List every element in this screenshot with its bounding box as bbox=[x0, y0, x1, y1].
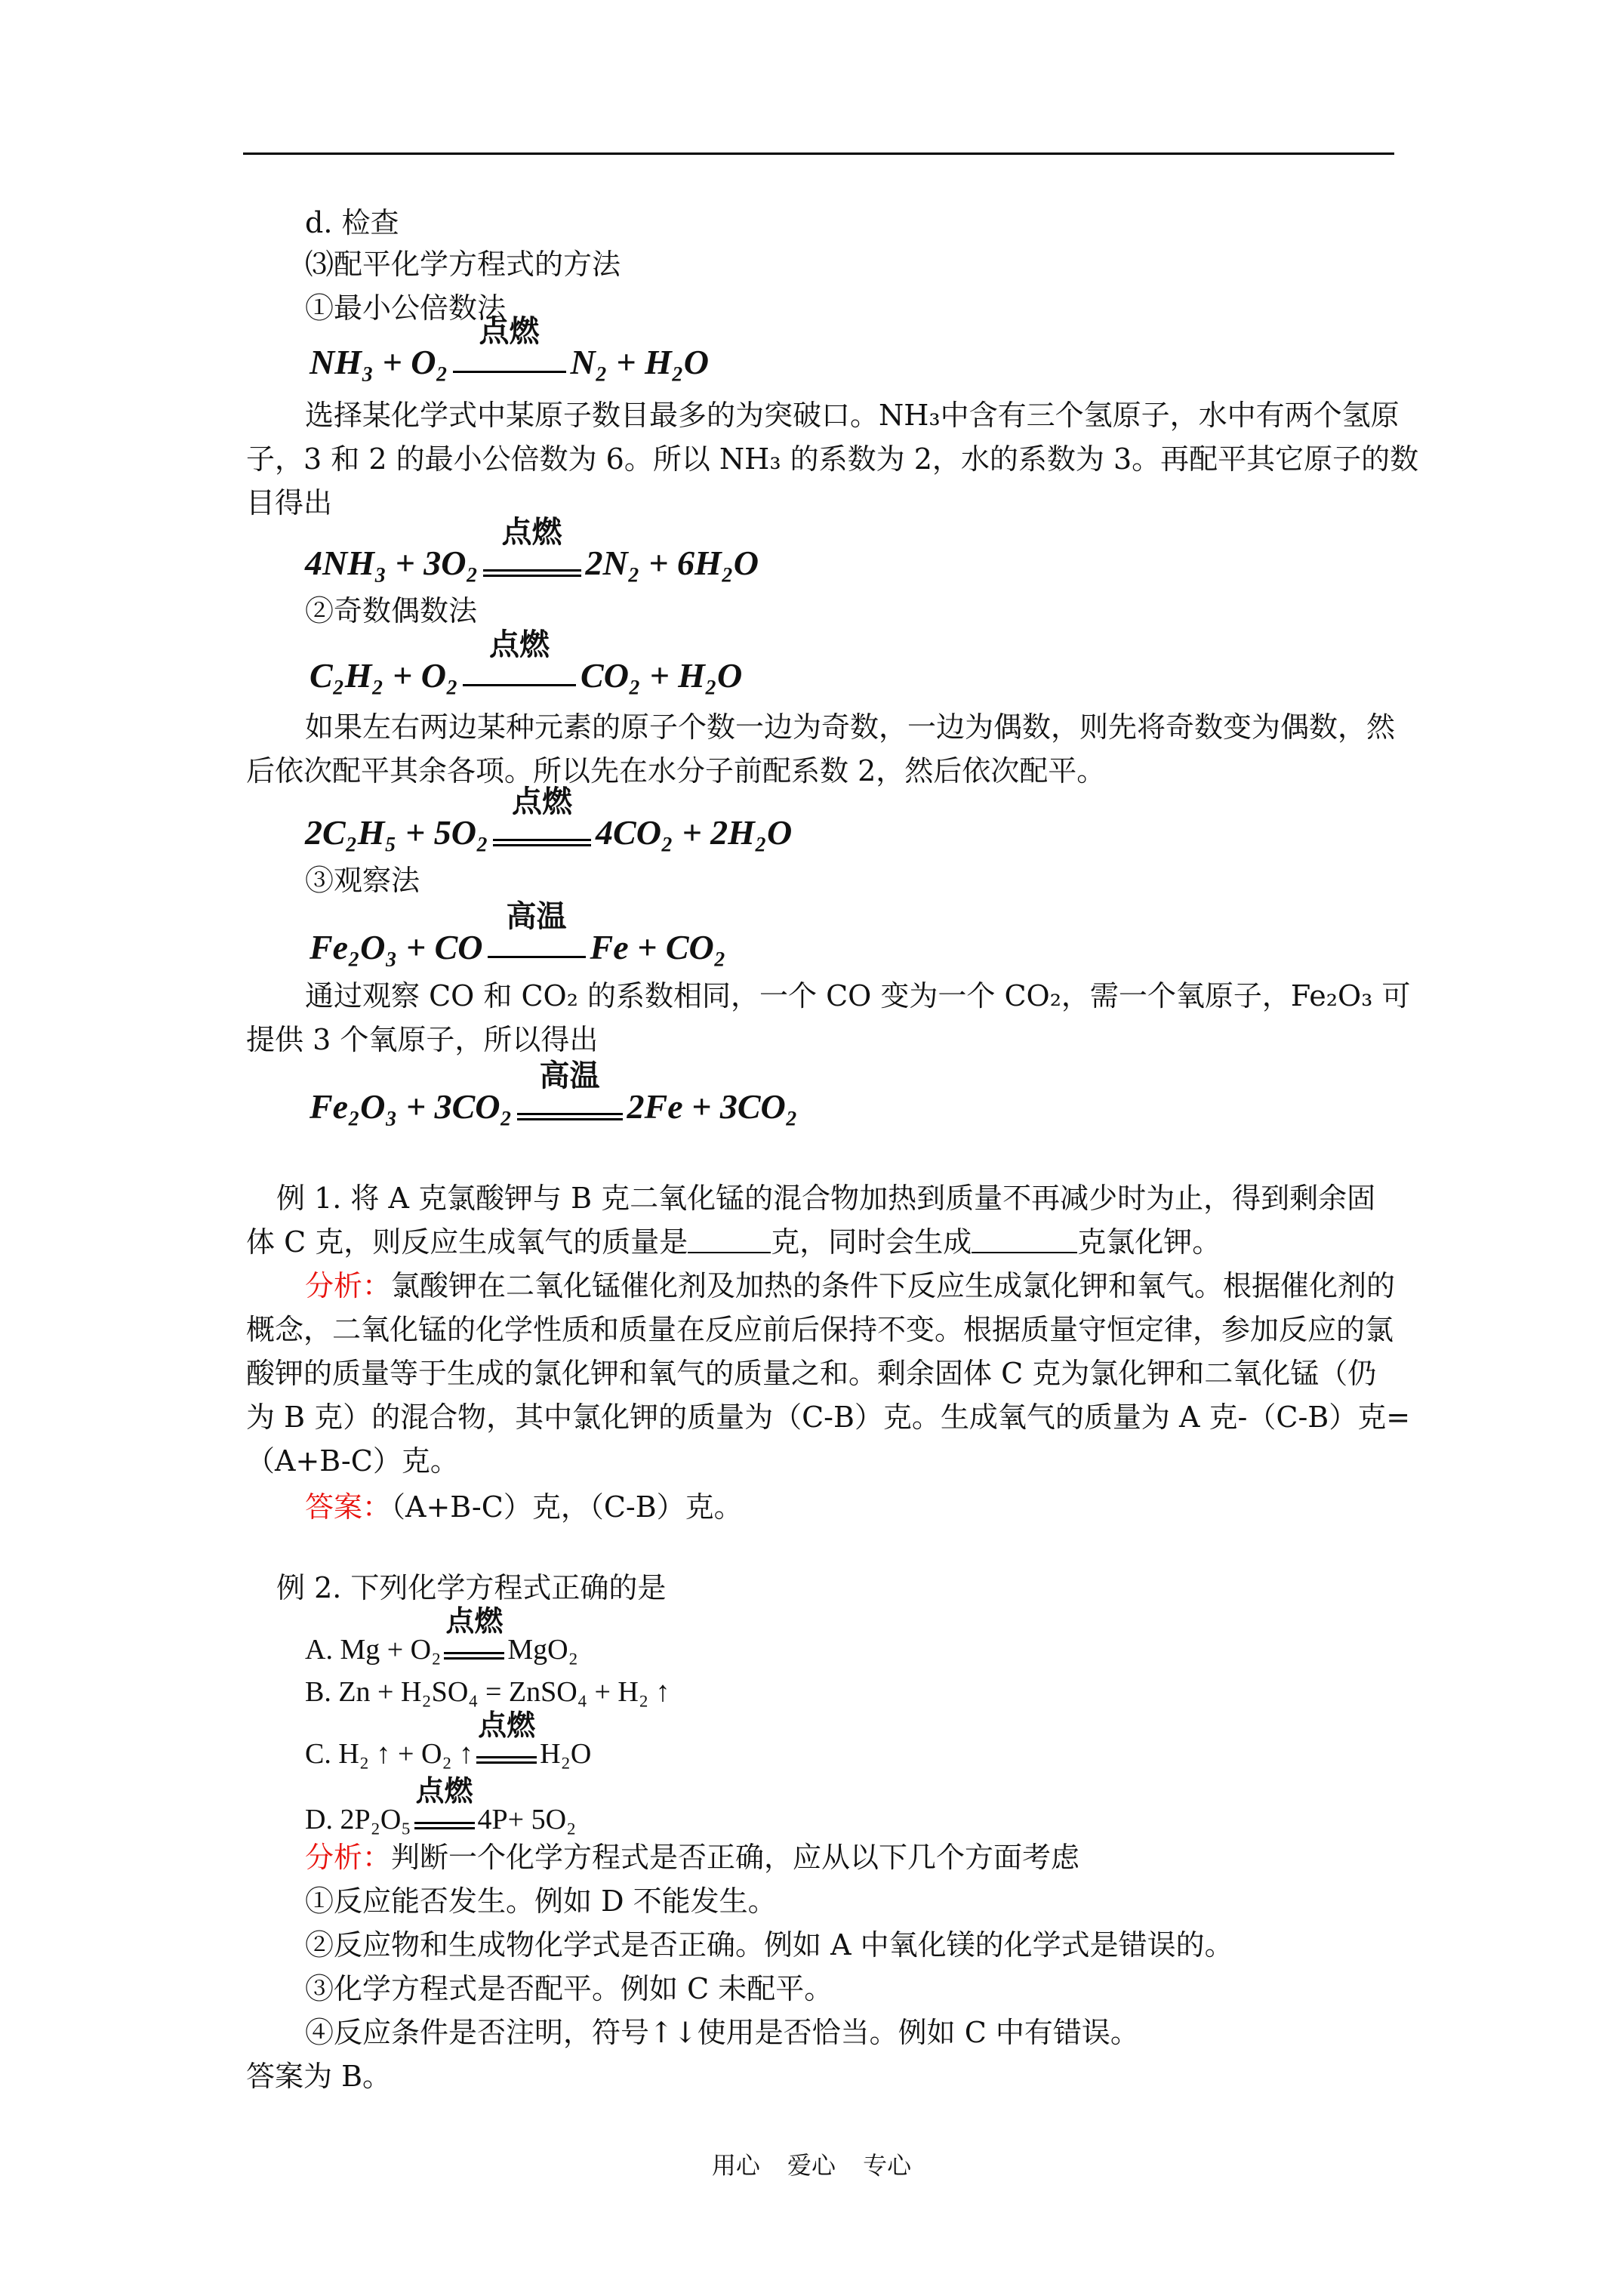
analysis-label: 分析： bbox=[305, 1269, 392, 1302]
equation-left: 2C₂H₅ + 5O₂ bbox=[305, 813, 489, 852]
option-d: D. 2P₂O₅ 点燃 4P+ 5O₂ bbox=[305, 1774, 577, 1835]
equation-5 bbox=[310, 899, 726, 969]
analysis-point: ③化学方程式是否配平。例如 C 未配平。 bbox=[305, 1972, 833, 2005]
example-1-question: 例 1. 将 A 克氯酸钾与 B 克二氧化锰的混合物加热到质量不再减少时为止，得到剩余固 bbox=[276, 1182, 1376, 1215]
equation-1 bbox=[310, 314, 710, 384]
subsection-title: ①最小公倍数法 bbox=[305, 291, 507, 325]
equation-2 bbox=[305, 515, 759, 584]
equation-right: 4CO₂ + 2H₂O bbox=[596, 813, 793, 852]
equation-4 bbox=[305, 784, 793, 854]
equation-left: Fe₂O₃ + CO bbox=[310, 928, 483, 966]
text-line: d. 检查 bbox=[305, 206, 399, 239]
analysis-line: 分析：氯酸钾在二氧化锰催化剂及加热的条件下反应生成氯化钾和氧气。根据催化剂的 bbox=[305, 1269, 1396, 1302]
reaction-condition: 高温 bbox=[517, 1086, 623, 1128]
header-rule bbox=[243, 153, 1394, 155]
paragraph-line: 提供 3 个氧原子，所以得出 bbox=[246, 1023, 599, 1056]
answer-blank[interactable] bbox=[972, 1229, 1077, 1253]
page-footer: 用心 爱心 专心 bbox=[711, 2151, 912, 2180]
analysis-point: ④反应条件是否注明，符号↑↓使用是否恰当。例如 C 中有错误。 bbox=[305, 2016, 1139, 2049]
paragraph-line: 通过观察 CO 和 CO₂ 的系数相同，一个 CO 变为一个 CO₂，需一个氧原子，Fe₂O₃ 可 bbox=[305, 979, 1411, 1012]
reaction-condition: 点燃 bbox=[493, 812, 591, 854]
equation-right: CO₂ + H₂O bbox=[581, 656, 743, 695]
paragraph-line: 子，3 和 2 的最小公倍数为 6。所以 NH₃ 的系数为 2，水的系数为 3。再配平其它原子的数 bbox=[246, 442, 1419, 476]
equation-left: 4NH₃ + 3O₂ bbox=[305, 544, 479, 582]
reaction-condition: 高温 bbox=[488, 926, 586, 969]
equation-right: Fe + CO₂ bbox=[590, 928, 726, 966]
reaction-condition: 点燃 bbox=[444, 1632, 504, 1667]
analysis-line: 分析：判断一个化学方程式是否正确，应从以下几个方面考虑 bbox=[305, 1841, 1080, 1874]
paragraph-line: 选择某化学式中某原子数目最多的为突破口。NH₃中含有三个氢原子，水中有两个氢原 bbox=[305, 399, 1400, 432]
reaction-condition: 点燃 bbox=[476, 1737, 537, 1771]
equation-6 bbox=[310, 1059, 798, 1128]
equation-right: 2N₂ + 6H₂O bbox=[585, 544, 759, 582]
reaction-condition: 点燃 bbox=[483, 542, 581, 584]
option-c: C. H₂ ↑ + O₂ ↑ 点燃 H₂O bbox=[305, 1709, 592, 1770]
equation-left: Fe₂O₃ + 3CO₂ bbox=[310, 1087, 513, 1126]
equation-left: NH₃ + O₂ bbox=[310, 343, 448, 381]
option-b: B. Zn + H₂SO₄ = ZnSO₄ + H₂ ↑ bbox=[305, 1676, 670, 1708]
equation-right: 2Fe + 3CO₂ bbox=[627, 1087, 798, 1126]
equation-3 bbox=[310, 627, 743, 697]
example-1-question-line2: 体 C 克，则反应生成氧气的质量是 克，同时会生成 克氯化钾。 bbox=[246, 1225, 1221, 1259]
paragraph-line: 如果左右两边某种元素的原子个数一边为奇数，一边为偶数，则先将奇数变为偶数，然 bbox=[305, 710, 1396, 744]
subsection-title: ②奇数偶数法 bbox=[305, 594, 478, 627]
equation-right: N₂ + H₂O bbox=[570, 343, 710, 381]
option-a: A. Mg + O₂ 点燃 MgO₂ bbox=[305, 1604, 578, 1666]
analysis-line: 为 B 克）的混合物，其中氯化钾的质量为（C-B）克。生成氧气的质量为 A 克-（C-B）克= bbox=[246, 1401, 1411, 1434]
analysis-line: （A+B-C）克。 bbox=[246, 1444, 459, 1478]
subsection-title: ③观察法 bbox=[305, 864, 420, 897]
answer-line: 答案为 B。 bbox=[246, 2060, 392, 2093]
reaction-condition: 点燃 bbox=[453, 341, 566, 384]
answer-label: 答案： bbox=[305, 1490, 392, 1524]
analysis-label: 分析： bbox=[305, 1841, 392, 1874]
reaction-condition: 点燃 bbox=[463, 655, 576, 697]
example-2-question: 例 2. 下列化学方程式正确的是 bbox=[276, 1571, 667, 1604]
analysis-line: 酸钾的质量等于生成的氯化钾和氧气的质量之和。剩余固体 C 克为氯化钾和二氧化锰（仍 bbox=[246, 1357, 1377, 1390]
answer-blank[interactable] bbox=[688, 1229, 771, 1253]
analysis-line: 概念，二氧化锰的化学性质和质量在反应前后保持不变。根据质量守恒定律，参加反应的氯 bbox=[246, 1313, 1394, 1346]
answer-line: 答案：（A+B-C）克，（C-B）克。 bbox=[305, 1490, 743, 1524]
equation-left: C₂H₂ + O₂ bbox=[310, 656, 459, 695]
analysis-point: ①反应能否发生。例如 D 不能发生。 bbox=[305, 1885, 777, 1918]
paragraph-line: 目得出 bbox=[246, 486, 333, 519]
analysis-point: ②反应物和生成物化学式是否正确。例如 A 中氧化镁的化学式是错误的。 bbox=[305, 1928, 1233, 1962]
reaction-condition: 点燃 bbox=[414, 1802, 475, 1837]
paragraph-line: 后依次配平其余各项。所以先在水分子前配系数 2，然后依次配平。 bbox=[246, 754, 1106, 787]
section-title: ⑶配平化学方程式的方法 bbox=[305, 248, 621, 281]
